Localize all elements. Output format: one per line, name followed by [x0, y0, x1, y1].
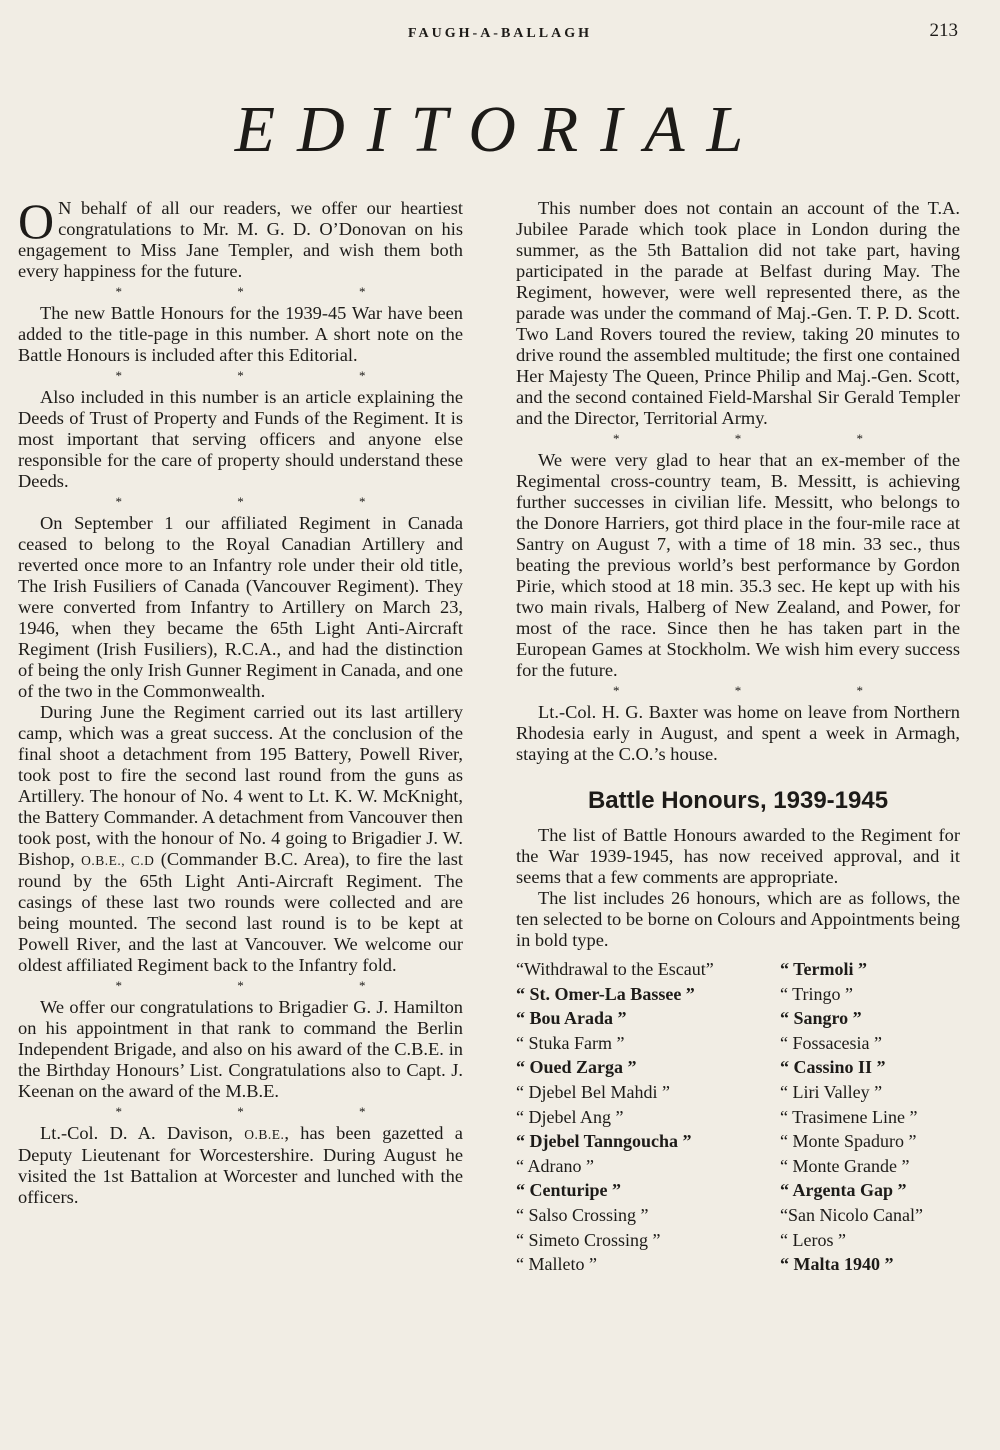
honour-item: “ Djebel Tanngoucha ”: [516, 1131, 692, 1152]
honour-item: “ Monte Grande ”: [780, 1155, 910, 1176]
honour-item: “ Djebel Ang ”: [516, 1106, 624, 1127]
honour-item: “ St. Omer-La Bassee ”: [516, 983, 695, 1004]
separator-stars: * * *: [613, 683, 919, 698]
paragraph: [18, 702, 463, 976]
section-heading: Battle Honours, 1939-1945: [587, 787, 889, 814]
separator-stars: * * *: [115, 284, 422, 299]
separator-stars: * * *: [115, 978, 422, 993]
honour-item: “ Centuripe ”: [516, 1180, 621, 1201]
honour-item: “ Djebel Bel Mahdi ”: [516, 1081, 670, 1102]
honour-item: “ Oued Zarga ”: [516, 1057, 637, 1078]
page-title: EDITORIAL: [234, 93, 766, 166]
honour-item: “ Tringo ”: [780, 983, 854, 1004]
honour-item: “ Simeto Crossing ”: [516, 1229, 661, 1250]
drop-cap: O: [18, 193, 55, 249]
obe-abbrev: O.B.E., C.D: [81, 853, 155, 868]
honour-item: “ Leros ”: [780, 1229, 846, 1250]
paragraph: Also included in this number is an article explaining the Deeds of Trust of Property and Funds of the Regiment. It is most important that serving officers and anyone else responsible for the care of property should understand these Deeds.: [18, 387, 463, 491]
honours-column-right: [780, 957, 960, 1277]
right-column: [516, 198, 960, 1277]
honour-item: “ Malleto ”: [516, 1254, 597, 1275]
paragraph-text: (Commander B.C. Area), to fire the last round by the 65th Light Anti-Aircraft Regiment. The casings of these last two rounds were collected and are being mounted. The second last round is to be kept at Powell River, and the last at Vancouver. We welcome our oldest affiliated Regiment back to the Infantry fold.: [18, 849, 463, 975]
paragraph: The new Battle Honours for the 1939-45 War have been added to the title-page in this number. A short note on the Battle Honours is included after this Editorial.: [18, 303, 463, 365]
honour-item: “ Sangro ”: [780, 1008, 862, 1029]
honour-item: “ Stuka Farm ”: [516, 1032, 625, 1053]
paragraph: [18, 193, 463, 282]
honour-item: “ Termoli ”: [780, 959, 868, 979]
honours-list: [516, 957, 960, 1277]
paragraph: Lt.-Col. H. G. Baxter was home on leave from Northern Rhodesia early in August, and spent a week in Armagh, staying at the C.O.’s house.: [516, 702, 960, 764]
paragraph: We were very glad to hear that an ex-member of the Regimental cross-country team, B. Messitt, is achieving further successes in civilian life. Messitt, who belongs to the Donore Harriers, got third place in the four-mile race at Santry on August 7, with a time of 18 min. 33 sec., thus beating the previous world’s best performance by Gordon Pirie, which stood at 18 min. 35.3 sec. He kept up with his two main rivals, Halberg of New Zealand, and Power, for most of the race. Since then he has taken part in the European Games at Stockholm. We wish him every success for the future.: [516, 450, 960, 680]
separator-stars: * * *: [115, 368, 422, 383]
honour-item: “ Malta 1940 ”: [780, 1254, 894, 1275]
honour-item: “ Trasimene Line ”: [780, 1106, 918, 1127]
paragraph: The list of Battle Honours awarded to the Regiment for the War 1939-1945, has now received approval, and it seems that a few comments are appropriate.: [516, 825, 960, 887]
honour-item: “Withdrawal to the Escaut”: [516, 959, 714, 979]
honour-item: “ Bou Arada ”: [516, 1008, 627, 1029]
separator-stars: * * *: [115, 1104, 422, 1119]
honour-item: “ Cassino II ”: [780, 1057, 886, 1078]
paragraph-text: N behalf of all our readers, we offer our heartiest congratulations to Mr. M. G. D. O’Donovan on his engagement to Miss Jane Templer, and wish them both every happiness for the future.: [18, 198, 463, 281]
honour-item: “ Argenta Gap ”: [780, 1180, 907, 1201]
separator-stars: * * *: [613, 431, 919, 446]
honour-item: “ Liri Valley ”: [780, 1081, 883, 1102]
paragraph: [18, 1123, 463, 1208]
honours-column-left: [516, 957, 780, 1277]
obe-abbrev: O.B.E.: [244, 1127, 285, 1142]
honour-item: “ Salso Crossing ”: [516, 1204, 649, 1225]
honour-item: “San Nicolo Canal”: [780, 1204, 923, 1225]
honour-item: “ Fossacesia ”: [780, 1032, 882, 1053]
paragraph-text: Lt.-Col. D. A. Davison,: [40, 1123, 233, 1143]
paragraph: The list includes 26 honours, which are as follows, the ten selected to be borne on Colours and Appointments being in bold type.: [516, 888, 960, 950]
paragraph: On September 1 our affiliated Regiment in Canada ceased to belong to the Royal Canadian Artillery and reverted once more to an Infantry role under their old title, The Irish Fusiliers of Canada (Vancouver Regiment). They were converted from Infantry to Artillery on March 23, 1946, when they became the 65th Light Anti-Aircraft Regiment (Irish Fusiliers), R.C.A., and had the distinction of being the only Irish Gunner Regiment in Canada, and one of the two in the Commonwealth.: [18, 513, 463, 701]
paragraph: We offer our congratulations to Brigadier G. J. Hamilton on his appointment in that rank to command the Berlin Independent Brigade, and also on his award of the C.B.E. in the Birthday Honours’ List. Congratulations also to Capt. J. Keenan on the award of the M.B.E.: [18, 997, 463, 1101]
paragraph-text: During June the Regiment carried out its last artillery camp, which was a great success. At the conclusion of the final shoot a detachment from 195 Battery, Powell River, took post to fire the second last round from the guns as Artillery. The honour of No. 4 went to Lt. K. W. McKnight, the Battery Commander. A detachment from Vancouver then took post, with the honour of No. 4 going to Brigadier J. W. Bishop,: [18, 702, 464, 869]
left-column: [18, 193, 464, 1208]
running-head: FAUGH-A-BALLAGH: [408, 26, 592, 41]
honour-item: “ Monte Spaduro ”: [780, 1131, 917, 1152]
separator-stars: * * *: [115, 494, 422, 509]
honour-item: “ Adrano ”: [516, 1155, 594, 1176]
page-number: 213: [929, 20, 958, 41]
paragraph: This number does not contain an account of the T.A. Jubilee Parade which took place in London during the summer, as the 5th Battalion did not take part, having participated in the parade at Belfast during May. The Regiment, however, were well represented there, as the parade was under the command of Maj.-Gen. T. P. D. Scott. Two Land Rovers toured the review, taking 20 minutes to drive round the assembled multitude; the first one contained Her Majesty The Queen, Prince Philip and Maj.-Gen. Scott, and the second contained Field-Marshal Sir Gerald Templer and the Director, Territorial Army.: [516, 198, 960, 428]
paragraph-text: , has been gazetted a Deputy Lieutenant for Worcestershire. During August he visited the 1st Battalion at Worcester and lunched with the officers.: [18, 1123, 463, 1207]
